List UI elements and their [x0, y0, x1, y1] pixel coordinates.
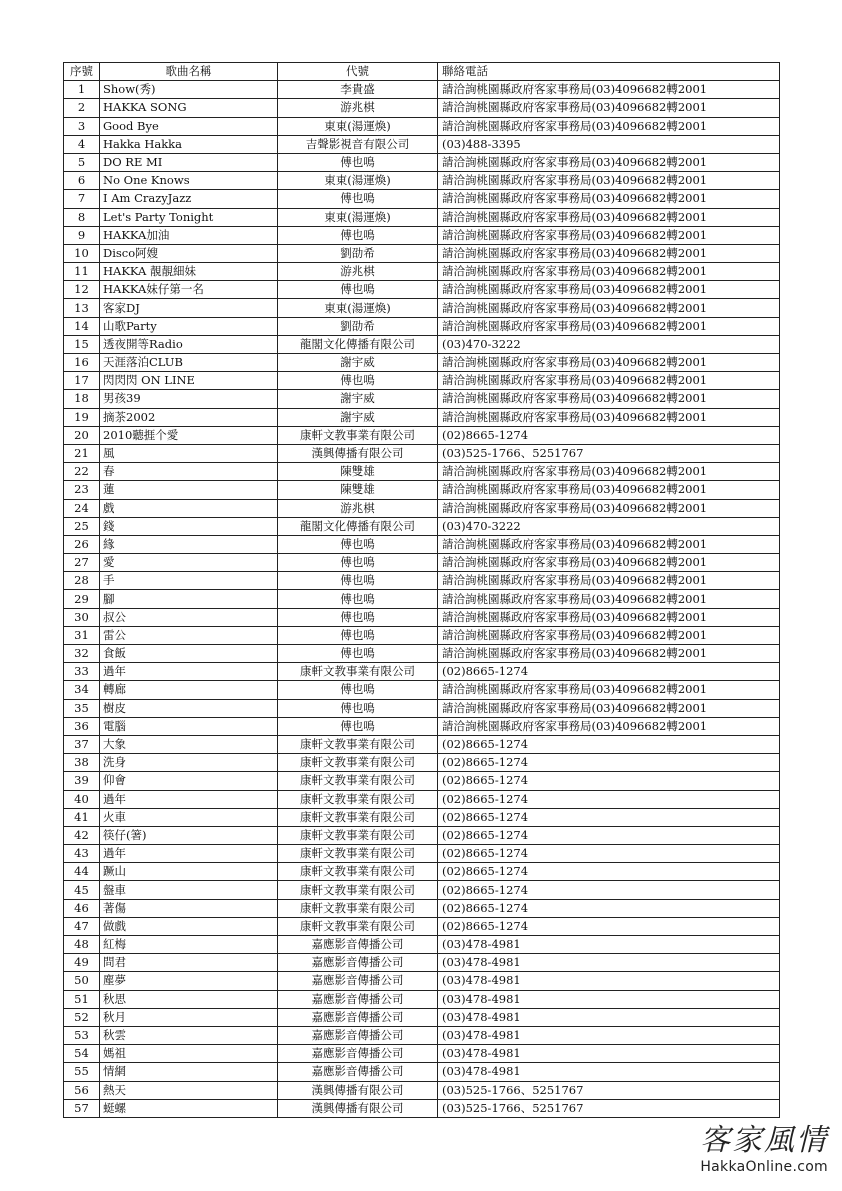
row-number: 32	[64, 645, 100, 663]
phone-cell: 請洽詢桃園縣政府客家事務局(03)4096682轉2001	[438, 190, 780, 208]
phone-cell: (02)8665-1274	[438, 790, 780, 808]
code-cell: 傅也鳴	[278, 372, 438, 390]
code-cell: 傅也鳴	[278, 681, 438, 699]
phone-cell: 請洽詢桃園縣政府客家事務局(03)4096682轉2001	[438, 481, 780, 499]
table-row	[64, 772, 780, 790]
song-title-cell: 錢	[100, 517, 278, 535]
table-row	[64, 1081, 780, 1099]
code-cell: 李貴盛	[278, 81, 438, 99]
table-row	[64, 390, 780, 408]
phone-cell: 請洽詢桃園縣政府客家事務局(03)4096682轉2001	[438, 554, 780, 572]
table-row	[64, 754, 780, 772]
song-title-cell: 食飯	[100, 645, 278, 663]
phone-cell: 請洽詢桃園縣政府客家事務局(03)4096682轉2001	[438, 99, 780, 117]
song-title-cell: Good Bye	[100, 117, 278, 135]
code-cell: 康軒文教事業有限公司	[278, 881, 438, 899]
phone-cell: (03)478-4981	[438, 1008, 780, 1026]
table-row	[64, 208, 780, 226]
song-title-cell: DO RE MI	[100, 153, 278, 171]
table-row	[64, 645, 780, 663]
song-title-cell: 山歌Party	[100, 317, 278, 335]
row-number: 13	[64, 299, 100, 317]
table-row	[64, 444, 780, 462]
row-number: 53	[64, 1026, 100, 1044]
table-row	[64, 1045, 780, 1063]
row-number: 14	[64, 317, 100, 335]
row-number: 30	[64, 608, 100, 626]
song-title-cell: Show(秀)	[100, 81, 278, 99]
row-number: 45	[64, 881, 100, 899]
phone-cell: (02)8665-1274	[438, 845, 780, 863]
table-row	[64, 135, 780, 153]
code-cell: 東東(湯運煥)	[278, 117, 438, 135]
row-number: 48	[64, 936, 100, 954]
code-cell: 游兆棋	[278, 99, 438, 117]
table-row	[64, 226, 780, 244]
code-cell: 傅也鳴	[278, 590, 438, 608]
watermark-chinese: 客家風情	[700, 1123, 828, 1158]
table-row	[64, 372, 780, 390]
row-number: 5	[64, 153, 100, 171]
code-cell: 康軒文教事業有限公司	[278, 754, 438, 772]
header-song-title: 歌曲名稱	[100, 63, 278, 81]
song-title-cell: 火車	[100, 808, 278, 826]
song-title-cell: 手	[100, 572, 278, 590]
table-row	[64, 1099, 780, 1117]
phone-cell: (02)8665-1274	[438, 899, 780, 917]
code-cell: 謝宇威	[278, 390, 438, 408]
song-title-cell: 盤車	[100, 881, 278, 899]
table-row	[64, 299, 780, 317]
row-number: 56	[64, 1081, 100, 1099]
song-title-cell: 做戲	[100, 917, 278, 935]
song-title-cell: 腳	[100, 590, 278, 608]
song-contact-table	[63, 62, 780, 1118]
song-title-cell: 客家DJ	[100, 299, 278, 317]
table-row	[64, 281, 780, 299]
table-row	[64, 172, 780, 190]
row-number: 51	[64, 990, 100, 1008]
row-number: 23	[64, 481, 100, 499]
code-cell: 東東(湯運煥)	[278, 299, 438, 317]
song-title-cell: 仰會	[100, 772, 278, 790]
table-row	[64, 808, 780, 826]
phone-cell: 請洽詢桃園縣政府客家事務局(03)4096682轉2001	[438, 208, 780, 226]
phone-cell: 請洽詢桃園縣政府客家事務局(03)4096682轉2001	[438, 354, 780, 372]
song-title-cell: 著傷	[100, 899, 278, 917]
code-cell: 陳雙雄	[278, 481, 438, 499]
song-title-cell: 蜓螺	[100, 1099, 278, 1117]
phone-cell: 請洽詢桃園縣政府客家事務局(03)4096682轉2001	[438, 299, 780, 317]
code-cell: 劉劭希	[278, 317, 438, 335]
song-title-cell: 閃閃閃 ON LINE	[100, 372, 278, 390]
row-number: 16	[64, 354, 100, 372]
row-number: 31	[64, 626, 100, 644]
row-number: 4	[64, 135, 100, 153]
table-row	[64, 681, 780, 699]
header-no: 序號	[64, 63, 100, 81]
table-row	[64, 663, 780, 681]
phone-cell: 請洽詢桃園縣政府客家事務局(03)4096682轉2001	[438, 608, 780, 626]
phone-cell: (03)478-4981	[438, 972, 780, 990]
table-row	[64, 717, 780, 735]
code-cell: 傅也鳴	[278, 608, 438, 626]
table-row	[64, 954, 780, 972]
song-title-cell: 男孩39	[100, 390, 278, 408]
row-number: 46	[64, 899, 100, 917]
phone-cell: (02)8665-1274	[438, 426, 780, 444]
code-cell: 嘉應影音傳播公司	[278, 1063, 438, 1081]
row-number: 43	[64, 845, 100, 863]
phone-cell: (02)8665-1274	[438, 917, 780, 935]
code-cell: 傅也鳴	[278, 572, 438, 590]
code-cell: 龍閣文化傳播有限公司	[278, 517, 438, 535]
phone-cell: (03)470-3222	[438, 517, 780, 535]
phone-cell: 請洽詢桃園縣政府客家事務局(03)4096682轉2001	[438, 408, 780, 426]
table-row	[64, 481, 780, 499]
song-title-cell: Hakka Hakka	[100, 135, 278, 153]
table-row	[64, 190, 780, 208]
row-number: 40	[64, 790, 100, 808]
phone-cell: (03)525-1766、5251767	[438, 1099, 780, 1117]
code-cell: 康軒文教事業有限公司	[278, 772, 438, 790]
row-number: 49	[64, 954, 100, 972]
phone-cell: (02)8665-1274	[438, 826, 780, 844]
phone-cell: 請洽詢桃園縣政府客家事務局(03)4096682轉2001	[438, 645, 780, 663]
code-cell: 傅也鳴	[278, 535, 438, 553]
table-row	[64, 735, 780, 753]
code-cell: 康軒文教事業有限公司	[278, 663, 438, 681]
row-number: 44	[64, 863, 100, 881]
phone-cell: 請洽詢桃園縣政府客家事務局(03)4096682轉2001	[438, 717, 780, 735]
row-number: 41	[64, 808, 100, 826]
table-row	[64, 699, 780, 717]
phone-cell: 請洽詢桃園縣政府客家事務局(03)4096682轉2001	[438, 681, 780, 699]
song-title-cell: 蓮	[100, 481, 278, 499]
song-title-cell: 塵夢	[100, 972, 278, 990]
row-number: 38	[64, 754, 100, 772]
row-number: 36	[64, 717, 100, 735]
table-row	[64, 845, 780, 863]
table-row	[64, 335, 780, 353]
phone-cell: 請洽詢桃園縣政府客家事務局(03)4096682轉2001	[438, 226, 780, 244]
song-title-cell: 過年	[100, 663, 278, 681]
phone-cell: (03)478-4981	[438, 1063, 780, 1081]
row-number: 20	[64, 426, 100, 444]
phone-cell: 請洽詢桃園縣政府客家事務局(03)4096682轉2001	[438, 572, 780, 590]
row-number: 57	[64, 1099, 100, 1117]
row-number: 27	[64, 554, 100, 572]
table-row	[64, 408, 780, 426]
table-row	[64, 626, 780, 644]
table-row	[64, 463, 780, 481]
row-number: 15	[64, 335, 100, 353]
code-cell: 龍閣文化傳播有限公司	[278, 335, 438, 353]
phone-cell: 請洽詢桃園縣政府客家事務局(03)4096682轉2001	[438, 117, 780, 135]
table-row	[64, 354, 780, 372]
table-row	[64, 1026, 780, 1044]
code-cell: 嘉應影音傳播公司	[278, 954, 438, 972]
song-title-cell: No One Knows	[100, 172, 278, 190]
song-title-cell: 天涯落泊CLUB	[100, 354, 278, 372]
phone-cell: 請洽詢桃園縣政府客家事務局(03)4096682轉2001	[438, 499, 780, 517]
phone-cell: 請洽詢桃園縣政府客家事務局(03)4096682轉2001	[438, 81, 780, 99]
code-cell: 游兆棋	[278, 499, 438, 517]
row-number: 18	[64, 390, 100, 408]
phone-cell: (02)8665-1274	[438, 754, 780, 772]
code-cell: 嘉應影音傳播公司	[278, 936, 438, 954]
table-body	[64, 81, 780, 1118]
phone-cell: 請洽詢桃園縣政府客家事務局(03)4096682轉2001	[438, 372, 780, 390]
code-cell: 傅也鳴	[278, 554, 438, 572]
code-cell: 嘉應影音傳播公司	[278, 1045, 438, 1063]
table-row	[64, 1008, 780, 1026]
table-row	[64, 917, 780, 935]
table-row	[64, 790, 780, 808]
code-cell: 康軒文教事業有限公司	[278, 917, 438, 935]
table-row	[64, 826, 780, 844]
phone-cell: 請洽詢桃園縣政府客家事務局(03)4096682轉2001	[438, 699, 780, 717]
code-cell: 謝宇威	[278, 408, 438, 426]
song-title-cell: 緣	[100, 535, 278, 553]
table-row	[64, 881, 780, 899]
song-title-cell: 過年	[100, 845, 278, 863]
song-title-cell: HAKKA妹仔第一名	[100, 281, 278, 299]
song-title-cell: HAKKA加油	[100, 226, 278, 244]
song-title-cell: 2010聽捱个愛	[100, 426, 278, 444]
song-title-cell: 紅梅	[100, 936, 278, 954]
row-number: 24	[64, 499, 100, 517]
song-title-cell: 秋月	[100, 1008, 278, 1026]
row-number: 28	[64, 572, 100, 590]
phone-cell: (02)8665-1274	[438, 772, 780, 790]
phone-cell: 請洽詢桃園縣政府客家事務局(03)4096682轉2001	[438, 244, 780, 262]
song-title-cell: 雷公	[100, 626, 278, 644]
table-row	[64, 554, 780, 572]
row-number: 55	[64, 1063, 100, 1081]
table-row	[64, 317, 780, 335]
code-cell: 康軒文教事業有限公司	[278, 426, 438, 444]
row-number: 7	[64, 190, 100, 208]
row-number: 19	[64, 408, 100, 426]
song-title-cell: 大象	[100, 735, 278, 753]
row-number: 52	[64, 1008, 100, 1026]
phone-cell: 請洽詢桃園縣政府客家事務局(03)4096682轉2001	[438, 390, 780, 408]
song-title-cell: 樹皮	[100, 699, 278, 717]
song-title-cell: 轉廊	[100, 681, 278, 699]
phone-cell: (03)488-3395	[438, 135, 780, 153]
row-number: 26	[64, 535, 100, 553]
row-number: 11	[64, 263, 100, 281]
phone-cell: 請洽詢桃園縣政府客家事務局(03)4096682轉2001	[438, 535, 780, 553]
phone-cell: (02)8665-1274	[438, 863, 780, 881]
song-title-cell: HAKKA SONG	[100, 99, 278, 117]
row-number: 1	[64, 81, 100, 99]
row-number: 21	[64, 444, 100, 462]
phone-cell: (03)478-4981	[438, 936, 780, 954]
table-row	[64, 990, 780, 1008]
code-cell: 康軒文教事業有限公司	[278, 899, 438, 917]
code-cell: 嘉應影音傳播公司	[278, 990, 438, 1008]
code-cell: 傅也鳴	[278, 153, 438, 171]
code-cell: 康軒文教事業有限公司	[278, 790, 438, 808]
song-title-cell: 問君	[100, 954, 278, 972]
code-cell: 漢興傳播有限公司	[278, 1081, 438, 1099]
phone-cell: 請洽詢桃園縣政府客家事務局(03)4096682轉2001	[438, 590, 780, 608]
row-number: 25	[64, 517, 100, 535]
code-cell: 傅也鳴	[278, 645, 438, 663]
song-title-cell: 愛	[100, 554, 278, 572]
song-title-cell: 筷仔(箸)	[100, 826, 278, 844]
row-number: 42	[64, 826, 100, 844]
row-number: 54	[64, 1045, 100, 1063]
song-title-cell: 透夜開等Radio	[100, 335, 278, 353]
row-number: 6	[64, 172, 100, 190]
table-row	[64, 608, 780, 626]
table-row	[64, 426, 780, 444]
song-title-cell: 摘茶2002	[100, 408, 278, 426]
row-number: 33	[64, 663, 100, 681]
code-cell: 東東(湯運煥)	[278, 172, 438, 190]
table-row	[64, 99, 780, 117]
phone-cell: (03)525-1766、5251767	[438, 444, 780, 462]
table-row	[64, 153, 780, 171]
phone-cell: 請洽詢桃園縣政府客家事務局(03)4096682轉2001	[438, 153, 780, 171]
song-title-cell: 電腦	[100, 717, 278, 735]
code-cell: 嘉應影音傳播公司	[278, 1008, 438, 1026]
song-title-cell: 過年	[100, 790, 278, 808]
phone-cell: (02)8665-1274	[438, 808, 780, 826]
table-row	[64, 244, 780, 262]
row-number: 29	[64, 590, 100, 608]
table-row	[64, 1063, 780, 1081]
code-cell: 康軒文教事業有限公司	[278, 735, 438, 753]
phone-cell: (02)8665-1274	[438, 663, 780, 681]
code-cell: 傅也鳴	[278, 699, 438, 717]
code-cell: 康軒文教事業有限公司	[278, 863, 438, 881]
code-cell: 陳雙雄	[278, 463, 438, 481]
code-cell: 傅也鳴	[278, 626, 438, 644]
row-number: 50	[64, 972, 100, 990]
code-cell: 傅也鳴	[278, 190, 438, 208]
code-cell: 嘉應影音傳播公司	[278, 1026, 438, 1044]
row-number: 2	[64, 99, 100, 117]
phone-cell: (03)478-4981	[438, 1026, 780, 1044]
code-cell: 劉劭希	[278, 244, 438, 262]
phone-cell: 請洽詢桃園縣政府客家事務局(03)4096682轉2001	[438, 172, 780, 190]
row-number: 9	[64, 226, 100, 244]
header-code: 代號	[278, 63, 438, 81]
code-cell: 游兆棋	[278, 263, 438, 281]
song-title-cell: Disco阿嫂	[100, 244, 278, 262]
phone-cell: 請洽詢桃園縣政府客家事務局(03)4096682轉2001	[438, 281, 780, 299]
code-cell: 謝宇威	[278, 354, 438, 372]
row-number: 39	[64, 772, 100, 790]
phone-cell: (03)478-4981	[438, 954, 780, 972]
code-cell: 傅也鳴	[278, 281, 438, 299]
song-title-cell: 洗身	[100, 754, 278, 772]
song-title-cell: 蹶山	[100, 863, 278, 881]
table-row	[64, 590, 780, 608]
header-phone: 聯絡電話	[438, 63, 780, 81]
song-title-cell: 秋雲	[100, 1026, 278, 1044]
table-row	[64, 517, 780, 535]
phone-cell: (03)478-4981	[438, 1045, 780, 1063]
phone-cell: 請洽詢桃園縣政府客家事務局(03)4096682轉2001	[438, 463, 780, 481]
row-number: 12	[64, 281, 100, 299]
code-cell: 傅也鳴	[278, 717, 438, 735]
song-title-cell: 叔公	[100, 608, 278, 626]
song-title-cell: 春	[100, 463, 278, 481]
phone-cell: (02)8665-1274	[438, 735, 780, 753]
song-title-cell: 媽祖	[100, 1045, 278, 1063]
table-row	[64, 263, 780, 281]
code-cell: 康軒文教事業有限公司	[278, 845, 438, 863]
table-row	[64, 499, 780, 517]
row-number: 22	[64, 463, 100, 481]
phone-cell: (03)470-3222	[438, 335, 780, 353]
table-row	[64, 535, 780, 553]
code-cell: 漢興傳播有限公司	[278, 1099, 438, 1117]
song-title-cell: I Am CrazyJazz	[100, 190, 278, 208]
table-row	[64, 81, 780, 99]
song-title-cell: 風	[100, 444, 278, 462]
code-cell: 吉聲影視音有限公司	[278, 135, 438, 153]
code-cell: 傅也鳴	[278, 226, 438, 244]
table-row	[64, 117, 780, 135]
row-number: 17	[64, 372, 100, 390]
code-cell: 東東(湯運煥)	[278, 208, 438, 226]
watermark-url: HakkaOnline.com	[700, 1159, 828, 1175]
table-row	[64, 899, 780, 917]
song-title-cell: 秋思	[100, 990, 278, 1008]
code-cell: 康軒文教事業有限公司	[278, 808, 438, 826]
song-title-cell: 熱天	[100, 1081, 278, 1099]
phone-cell: (03)525-1766、5251767	[438, 1081, 780, 1099]
song-title-cell: 戲	[100, 499, 278, 517]
row-number: 35	[64, 699, 100, 717]
table-row	[64, 572, 780, 590]
table-row	[64, 936, 780, 954]
song-title-cell: Let's Party Tonight	[100, 208, 278, 226]
row-number: 37	[64, 735, 100, 753]
code-cell: 嘉應影音傳播公司	[278, 972, 438, 990]
table-header-row	[64, 63, 780, 81]
watermark-logo	[698, 1124, 828, 1176]
row-number: 34	[64, 681, 100, 699]
phone-cell: (03)478-4981	[438, 990, 780, 1008]
table-row	[64, 863, 780, 881]
row-number: 8	[64, 208, 100, 226]
code-cell: 漢興傳播有限公司	[278, 444, 438, 462]
row-number: 47	[64, 917, 100, 935]
song-title-cell: HAKKA 靚靚細妹	[100, 263, 278, 281]
phone-cell: 請洽詢桃園縣政府客家事務局(03)4096682轉2001	[438, 626, 780, 644]
song-title-cell: 情網	[100, 1063, 278, 1081]
table-row	[64, 972, 780, 990]
phone-cell: 請洽詢桃園縣政府客家事務局(03)4096682轉2001	[438, 263, 780, 281]
phone-cell: (02)8665-1274	[438, 881, 780, 899]
phone-cell: 請洽詢桃園縣政府客家事務局(03)4096682轉2001	[438, 317, 780, 335]
code-cell: 康軒文教事業有限公司	[278, 826, 438, 844]
row-number: 10	[64, 244, 100, 262]
row-number: 3	[64, 117, 100, 135]
